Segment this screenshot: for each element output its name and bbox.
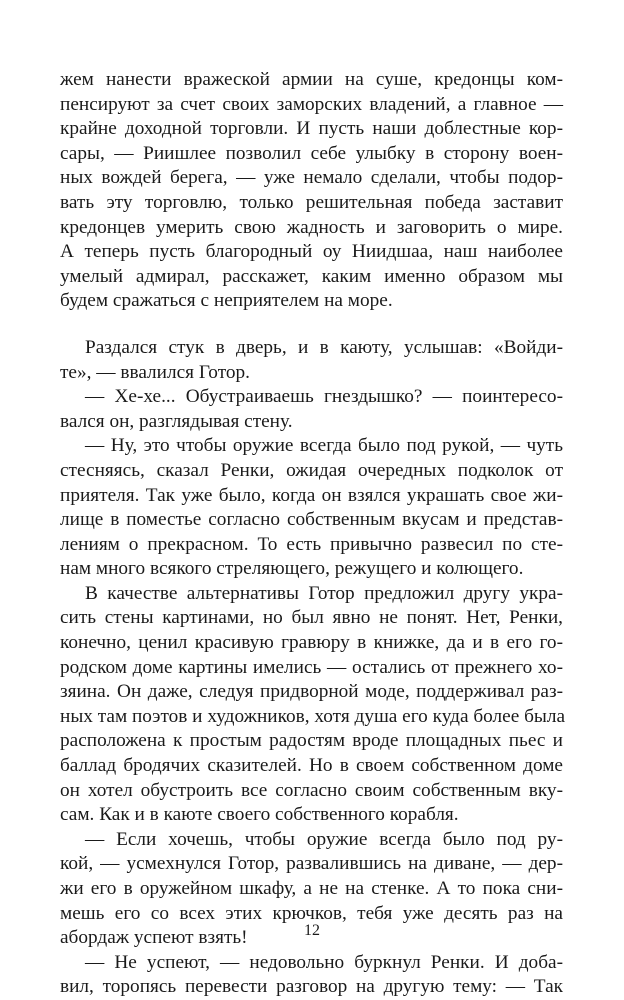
paragraph-3 [60,385,563,434]
text-line: баллад бродячих сказителей. Но в своем собственном доме [60,755,563,777]
text-line: нам много всякого стреляющего, режущего и колющего. [60,558,524,580]
paragraph-1 [60,68,563,314]
text-line: родском доме картины имелись — остались от прежнего хо- [60,656,563,678]
text-line: — Если хочешь, чтобы оружие всегда было под ру- [85,828,563,850]
text-line: вать эту торговлю, только решительная победа заставит [60,191,563,213]
text-line: абордаж успеют взять! [60,927,248,949]
text-line: зяина. Он даже, следуя придворной моде, поддерживал раз- [60,681,563,703]
text-line: А теперь пусть благородный оу Ниидшаа, наш наиболее [60,241,563,263]
text-line: лище в поместье согласно собственным вкусам и представ- [60,509,563,531]
text-line: конечно, ценил красивую гравюру в книжке, да и в его го- [60,632,563,654]
text-line: — Не успеют, — недовольно буркнул Ренки. И доба- [85,951,563,973]
text-line: лениям о прекрасном. То есть привычно развесил по сте- [60,533,563,555]
text-line: будем сражаться с неприятелем на море. [60,290,393,312]
text-line: стесняясь, сказал Ренки, ожидая очередных подколок от [60,459,563,481]
paragraph-7 [60,951,563,1000]
text-line: он хотел обустроить все согласно своим собственным вку- [60,779,563,801]
text-line: жи его в оружейном шкафу, а не на стенке. А то пока сни- [60,878,563,899]
text-line: вил, торопясь перевести разговор на другую тему: — Так [60,976,563,998]
text-line: жем нанести вражеской армии на суше, кредонцы ком- [60,69,563,90]
text-line: ных там поэтов и художников, хотя душа его куда более была [60,705,566,727]
text-line: вался он, разглядывая стену. [60,410,293,432]
text-line: В качестве альтернативы Готор предложил другу укра- [85,582,563,604]
section-break [60,314,563,336]
paragraph-4 [60,434,563,582]
text-line: кой, — усмехнулся Готор, развалившись на диване, — дер- [60,853,563,875]
text-line: сары, — Риишлее позволил себе улыбку в сторону воен- [60,142,563,164]
text-line: Раздался стук в дверь, и в каюту, услышав: «Войди- [85,336,563,358]
page-number: 12 [304,922,320,939]
text-line: умелый адмирал, расскажет, каким именно образом мы [60,265,563,287]
text-line: сам. Как и в каюте своего собственного корабля. [60,804,459,826]
text-line: те», — ввалился Готор. [60,361,250,383]
text-line: кредонцев умерить свою жадность и заговорить о мире. [60,216,563,238]
paragraph-5 [60,582,566,828]
text-line: пенсируют за счет своих заморских владений, а главное — [60,93,563,115]
text-line: — Хе-хе... Обустраиваешь гнездышко? — поинтересо- [85,386,563,408]
text-line: — Ну, это чтобы оружие всегда было под рукой, — чуть [85,435,563,457]
text-line: крайне доходной торговли. И пусть наши доблестные кор- [60,118,563,140]
text-line: сить стены картинами, но был явно не понят. Нет, Ренки, [60,607,563,629]
page-body [60,68,566,1000]
text-line: расположена к простым радостям вроде площадных пьес и [60,730,563,752]
text-line: мешь его со всех этих крючков, тебя уже десять раз на [60,902,563,924]
text-line: приятеля. Так уже было, когда он взялся украшать свое жи- [60,484,563,506]
paragraph-2 [60,336,563,385]
text-line: ных вождей берега, — уже немало сделали, чтобы подор- [60,167,563,189]
